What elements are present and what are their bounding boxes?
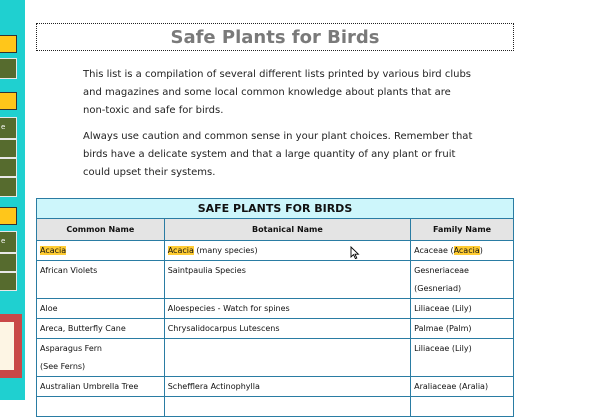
cell-common-name [37,339,165,377]
page-title-box [36,23,514,51]
sidebar-panel [0,314,22,378]
sidebar-item-6-label: e [1,237,6,245]
sidebar [0,0,25,400]
sidebar-item-3[interactable] [0,139,17,158]
cell-botanical-name: Schefflera Actinophylla [164,377,410,397]
sidebar-item-2[interactable] [0,117,17,139]
cell-family-name [411,241,514,261]
cell-common-name: Areca, Butterfly Cane [37,319,165,339]
highlighted-text: Acacia [453,246,480,255]
sidebar-item-7[interactable] [0,253,17,272]
family-name-text: ) [479,246,483,255]
common-name-line: Asparagus Fern [40,344,102,353]
mouse-cursor-icon [350,246,360,260]
family-name-line: (Gesneriad) [414,284,462,293]
cell-family-name: Liliaceae (Lily) [411,339,514,377]
intro-paragraph-1: This list is a compilation of several different lists printed by various bird clubs and magazines and some local common knowledge about plants that are non-toxic and safe for birds. [83,69,472,116]
sidebar-panel-inner [0,322,14,370]
table-row [37,339,514,377]
cell-common-name: African Violets [37,261,165,299]
common-name-line: (See Ferns) [40,362,86,371]
cell-botanical-name: Aloespecies - Watch for spines [164,299,410,319]
cell-common-name: Australian Umbrella Tree [37,377,165,397]
sidebar-item-4[interactable] [0,158,17,177]
table-row [37,261,514,299]
cell-botanical-name: Saintpaulia Species [164,261,410,299]
sidebar-item-2-label: e [1,123,6,131]
cell-botanical-name [164,339,410,377]
column-header-family-name: Family Name [411,219,514,241]
column-header-common-name: Common Name [37,219,165,241]
sidebar-button-3[interactable] [0,207,17,225]
plants-table [36,198,514,417]
table-row [37,377,514,397]
table-row [37,319,514,339]
cell-family-name [411,261,514,299]
cell-family-name: Palmae (Palm) [411,319,514,339]
sidebar-button-2[interactable] [0,92,17,110]
cell-botanical-name [164,241,410,261]
cell-family-name: Liliaceae (Lily) [411,299,514,319]
cell-common-name: Aloe [37,299,165,319]
column-header-botanical-name: Botanical Name [164,219,410,241]
cell-family-name: Araliaceae (Aralia) [411,377,514,397]
sidebar-item-5[interactable] [0,177,17,197]
sidebar-button-1[interactable] [0,35,17,53]
sidebar-item-1[interactable] [0,58,17,79]
intro-paragraph-2: Always use caution and common sense in your plant choices. Remember that birds have a delicate system and that a large quantity of any plant or fruit could upset their systems. [83,131,473,178]
sidebar-item-6[interactable] [0,231,17,253]
cell-botanical-name: Chrysalidocarpus Lutescens [164,319,410,339]
sidebar-item-8[interactable] [0,272,17,291]
cell-common-name [37,241,165,261]
table-row [37,299,514,319]
highlighted-text: Acacia [167,246,194,255]
table-row [37,241,514,261]
botanical-name-text: (many species) [193,246,258,255]
page-title: Safe Plants for Birds [170,27,380,48]
family-name-text: Acaceae ( [414,246,454,255]
highlighted-text: Acacia [40,246,67,255]
table-caption: SAFE PLANTS FOR BIRDS [37,199,514,219]
family-name-line: Gesneriaceae [414,266,469,275]
